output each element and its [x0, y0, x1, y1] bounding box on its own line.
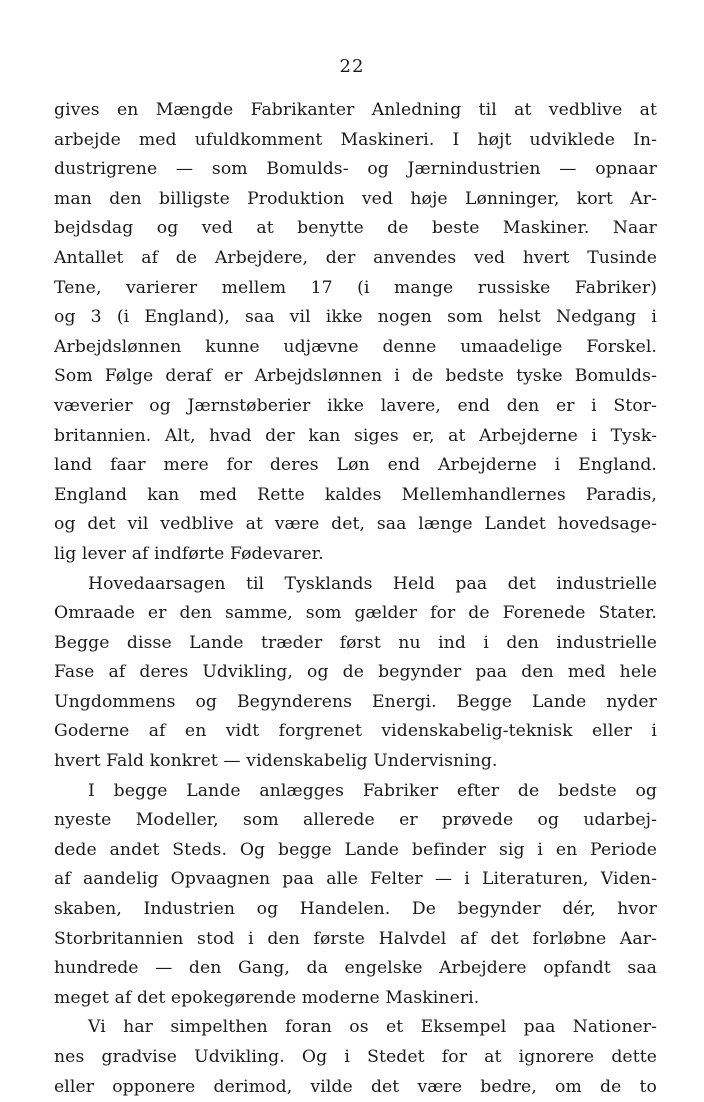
text-line: og 3 (i England), saa vil ikke nogen som helst Nedgang i: [54, 307, 657, 328]
text-line: Arbejdslønnen kunne udjævne denne umaadelige Forskel.: [54, 336, 657, 357]
text-line: af aandelig Opvaagnen paa alle Felter — i Literaturen, Viden-: [54, 869, 657, 890]
text-line: britannien. Alt, hvad der kan siges er, at Arbejderne i Tysk-: [54, 425, 657, 446]
text-line: bejdsdag og ved at benytte de beste Maskiner. Naar: [54, 218, 657, 239]
text-line: dustrigrene — som Bomulds- og Jærnindustrien — opnaar: [54, 159, 657, 180]
text-line: og det vil vedblive at være det, saa længe Landet hovedsage-: [54, 514, 657, 535]
text-line: skaben, Industrien og Handelen. De begynder dér, hvor: [54, 899, 657, 920]
text-line: I begge Lande anlægges Fabriker efter de bedste og: [88, 780, 657, 801]
text-line: arbejde med ufuldkomment Maskineri. I højt udviklede In-: [54, 129, 657, 150]
text-line: eller opponere derimod, vilde det være bedre, om de to: [54, 1076, 657, 1097]
text-line: dede andet Steds. Og begge Lande befinder sig i en Periode: [54, 839, 657, 860]
text-line: Omraade er den samme, som gælder for de Forenede Stater.: [54, 603, 657, 624]
text-line: England kan med Rette kaldes Mellemhandlernes Paradis,: [54, 484, 657, 505]
text-line: Tene, varierer mellem 17 (i mange russiske Fabriker): [54, 277, 657, 298]
page-number: 22: [339, 56, 365, 77]
text-line: Vi har simpelthen foran os et Eksempel paa Nationer-: [88, 1017, 657, 1038]
text-line: meget af det epokegørende moderne Maskineri.: [54, 987, 480, 1008]
text-line: Goderne af en vidt forgrenet videnskabelig-teknisk eller i: [54, 721, 657, 742]
body-text: [54, 96, 657, 1102]
text-line: Hovedaarsagen til Tysklands Held paa det industrielle: [88, 573, 657, 594]
text-line: nyeste Modeller, som allerede er prøvede og udarbej-: [54, 810, 657, 831]
text-line: land faar mere for deres Løn end Arbejderne i England.: [54, 455, 657, 476]
text-line: Ungdommens og Begynderens Energi. Begge Lande nyder: [54, 691, 657, 712]
text-line: væverier og Jærnstøberier ikke lavere, end den er i Stor-: [54, 395, 657, 416]
text-line: nes gradvise Udvikling. Og i Stedet for at ignorere dette: [54, 1047, 657, 1067]
text-line: man den billigste Produktion ved høje Lønninger, kort Ar-: [54, 188, 657, 209]
text-line: hvert Fald konkret — videnskabelig Undervisning.: [54, 751, 498, 772]
text-line: Antallet af de Arbejdere, der anvendes ved hvert Tusinde: [54, 247, 657, 268]
text-line: Storbritannien stod i den første Halvdel af det forløbne Aar-: [54, 928, 657, 949]
text-line: Begge disse Lande træder først nu ind i den industrielle: [54, 632, 657, 653]
text-line: hundrede — den Gang, da engelske Arbejdere opfandt saa: [54, 958, 657, 979]
text-line: Fase af deres Udvikling, og de begynder paa den med hele: [54, 662, 657, 683]
text-line: lig lever af indførte Fødevarer.: [54, 543, 324, 564]
text-line: Som Følge deraf er Arbejdslønnen i de bedste tyske Bomulds-: [54, 366, 657, 387]
text-line: gives en Mængde Fabrikanter Anledning til at vedblive at: [54, 100, 657, 120]
